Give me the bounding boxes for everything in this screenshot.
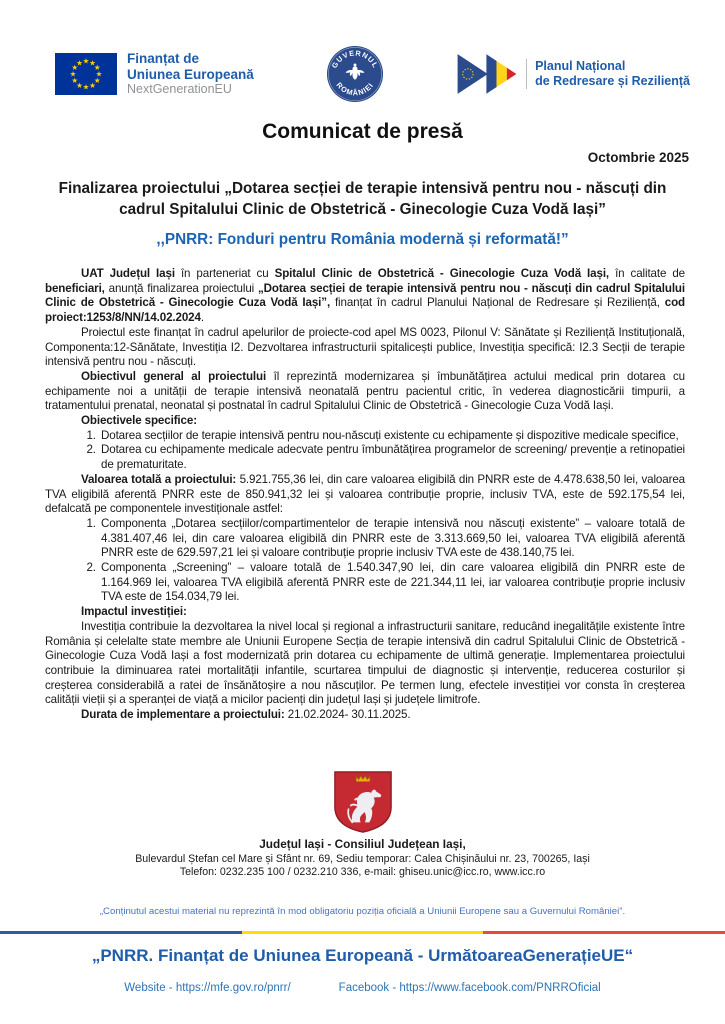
divider-red-segment: [483, 931, 725, 934]
project-headline: Finalizarea proiectului „Dotarea secției de terapie intensivă pentru nou - născuți din cadrul Spitalului Clinic de Obstetrică - Ginecologie Cuza Vodă Iași”: [58, 180, 667, 218]
objectives-list: [45, 429, 685, 473]
eu-logo-text: [127, 51, 254, 96]
pnrr-slogan: ,,PNRR: Fonduri pentru România modernă și reformată!”: [156, 231, 569, 248]
objective-item: 2. Dotarea cu echipamente medicale adecvate pentru îmbunătățirea programelor de screening/ prevenție a retinopatiei de prematuritate.: [99, 443, 685, 472]
eu-logo-line1: Finanțat de: [127, 51, 200, 67]
component-item: 1. Componenta „Dotarea secțiilor/compartimentelor de terapie intensivă nou născuți existente” – valoare totală de 4.381.407,46 lei, din care valoarea eligibilă din PNRR este de 3.313.669,50 lei, valoarea TVA eligibilă aferentă PNRR este de 629.597,21 lei și valoare contribuție proprie inclusiv TVA este de 438.140,75 lei.: [99, 517, 685, 561]
seal-arc-top: GUVERNUL: [329, 48, 381, 70]
iasi-coat-of-arms: [332, 770, 394, 834]
eu-funding-logo: [55, 51, 254, 96]
divider-yellow-segment: [242, 931, 484, 934]
press-release-body: [45, 267, 685, 723]
footer-links: [0, 982, 725, 994]
svg-text:★: ★: [76, 58, 83, 68]
paragraph-intro: UAT Județul Iași în parteneriat cu Spitalul Clinic de Obstetrică - Ginecologie Cuza Vodă Iași, în calitate de beneficiari, anunță finalizarea proiectului „Dotarea secției de terapie intensivă pentru nou - născuți din cadrul Spitalului Clinic de Obstetrică - Ginecologie Cuza Vodă Iași”, finanțat în cadrul Planului Național de Redresare și Reziliență, cod proiect:1253/8/NN/14.02.2024.: [45, 267, 686, 325]
romanian-flag-divider: [0, 931, 725, 934]
svg-text:★: ★: [93, 63, 101, 73]
organization-contact: Telefon: 0232.235 100 / 0232.210 336, e-mail: ghiseu.unic@icc.ro, www.icc.ro: [179, 866, 546, 878]
page-title: Comunicat de presă: [262, 120, 463, 143]
objectives-heading: Obiectivele specifice:: [81, 414, 197, 428]
svg-text:★: ★: [95, 69, 103, 79]
seal-arc-bottom: ROMÂNIEI: [334, 80, 376, 98]
pnrr-logo-line2: de Redresare și Reziliență: [535, 74, 690, 88]
paragraph-general-objective: Obiectivul general al proiectului îl reprezintă modernizarea și îmbunătățirea actului medical prin dotarea cu echipamente noi a unității de terapie intensivă neonatală pentru pacientul critic, în vederea diagnosticării timpurii, a tratamentului prenatal, neonatal și postnatal în cadrul Spitalului Clinic de Obstetrică - Ginecologie Cuza Vodă Iași.: [45, 369, 685, 413]
paragraph-funding: Proiectul este finanțat în cadrul apelurilor de proiecte-cod apel MS 0023, Pilonul V: Sănătate și Reziliență Instituțională, Componenta:12-Sănătate, Investiția I2. Dezvoltarea infrastructurii spitalicești publice, Investiția specifică: I2.3 Secții de terapie intensivă pentru nou - născuți.: [45, 325, 685, 369]
eu-flag-icon: [55, 53, 117, 95]
pnrr-banner: „PNRR. Finanțat de Uniunea Europeană - UrmătoareaGenerațieUE“: [91, 946, 634, 965]
pnrr-logo-text: [526, 59, 690, 89]
disclaimer-text: „Conținutul acestui material nu reprezintă în mod obligatoriu poziția oficială a Uniunii Europene sau a Guvernului României”.: [99, 906, 626, 917]
components-list: [45, 517, 685, 605]
website-link[interactable]: Website - https://mfe.gov.ro/pnrr/: [124, 982, 291, 994]
svg-text:★: ★: [76, 80, 83, 90]
component-item: 2. Componenta „Screening” – valoare totală de 1.540.347,90 lei, din care valoarea eligibilă din PNRR este de 1.164.969 lei, valoarea TVA eligibilă aferentă PNRR este de 221.344,11 lei, iar valoarea contribuție proprie inclusiv TVA este de 154.034,79 lei.: [99, 561, 685, 605]
svg-text:★: ★: [71, 76, 79, 86]
svg-text:★: ★: [82, 82, 90, 92]
paragraph-total-value: Valoarea totală a proiectului: 5.921.755,36 lei, din care valoarea eligibilă din PNRR este de 4.478.638,50 lei, valoarea TVA eligibilă aferentă PNRR este de 850.941,32 lei și valoarea contribuție proprie, inclusiv TVA, este de 592.175,54 lei, defalcată pe componentele investiționale astfel:: [45, 472, 685, 516]
eu-logo-line2: Uniunea Europeană: [127, 66, 254, 82]
government-romania-seal: [326, 45, 384, 103]
pnrr-logo-line1: Planul Național: [535, 59, 626, 73]
divider-blue-segment: [0, 931, 242, 934]
svg-text:★: ★: [93, 76, 101, 86]
svg-text:★: ★: [69, 69, 77, 79]
facebook-link[interactable]: Facebook - https://www.facebook.com/PNRROficial: [338, 982, 601, 994]
pnrr-arrows-icon: [456, 50, 518, 98]
paragraph-impact: Investiția contribuie la dezvoltarea la nivel local și regional a infrastructurii sanitare, reducând inegalitățile existente între România și celelalte state membre ale Uniunii Europene Secția de terapie intensivă din cadrul Spitalului Clinic de Obstetrică - Ginecologie Cuza Vodă Iași a fost modernizată prin dotarea cu echipamente de ultimă generație. Implementarea proiectului contribuie la diminuarea ratei mortalității infantile, scurtarea timpului de diagnostic și intervenție, reducerea costurilor și creșterea considerabilă a ratei de însănătoșire a nou născuților. Pe termen lung, efectele investiției vor consta în creșterea calității vieții și a speranței de viață a micilor pacienți din județul Iași și județele limitrofe.: [45, 619, 685, 707]
impact-heading: Impactul investiției:: [81, 605, 187, 619]
date-label: Octombrie 2025: [587, 150, 689, 165]
paragraph-duration: Durata de implementare a proiectului: 21.02.2024- 30.11.2025.: [81, 708, 411, 722]
svg-text:★: ★: [71, 63, 79, 73]
eu-logo-line3: NextGenerationEU: [127, 82, 232, 97]
pnrr-logo: [456, 50, 690, 98]
objective-item: 1. Dotarea secțiilor de terapie intensivă pentru nou-născuți existente cu echipamente și dispozitive medicale specifice,: [99, 429, 685, 444]
svg-text:★: ★: [89, 80, 96, 90]
organization-address: Bulevardul Ștefan cel Mare și Sfânt nr. 69, Sediu temporar: Calea Chișinăului nr. 23, 700265, Iași: [135, 853, 590, 865]
svg-text:★: ★: [89, 58, 96, 68]
organization-name: Județul Iași - Consiliul Județean Iași,: [259, 837, 466, 851]
svg-text:★: ★: [82, 56, 90, 66]
header-logos: [55, 38, 690, 110]
